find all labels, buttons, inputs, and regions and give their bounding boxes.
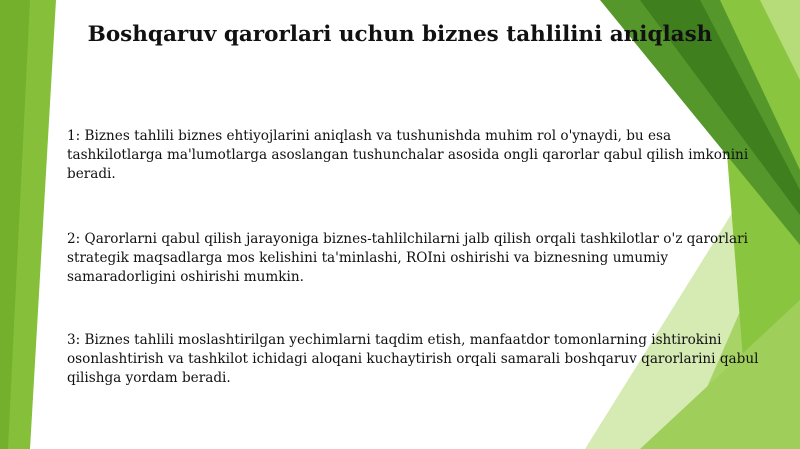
- paragraph-1: 1: Biznes tahlili biznes ehtiyojlarini aniqlash va tushunishda muhim rol o'ynaydi, bu esa tashkilotlarga ma'lumotlarga asoslangan tushunchalar asosida ongli qarorlar qabul qilish imkonini beradi.: [67, 128, 749, 182]
- paragraph-2: 2: Qarorlarni qabul qilish jarayoniga biznes-tahlilchilarni jalb qilish orqali tashkilotlar o'z qarorlari strategik maqsadlarga mos kelishini ta'minlashi, ROIni oshirishi va biznesning umumiy samaradorligini oshirishi mumkin.: [67, 231, 748, 285]
- slide-title: Boshqaruv qarorlari uchun biznes tahlilini aniqlash: [87, 22, 713, 47]
- paragraph-3: 3: Biznes tahlili moslashtirilgan yechimlarni taqdim etish, manfaatdor tomonlarning ishtirokini osonlashtirish va tashkilot ichidagi aloqani kuchaytirish orqali samarali boshqaruv qarorlarini qabul qilishga yordam beradi.: [67, 332, 759, 386]
